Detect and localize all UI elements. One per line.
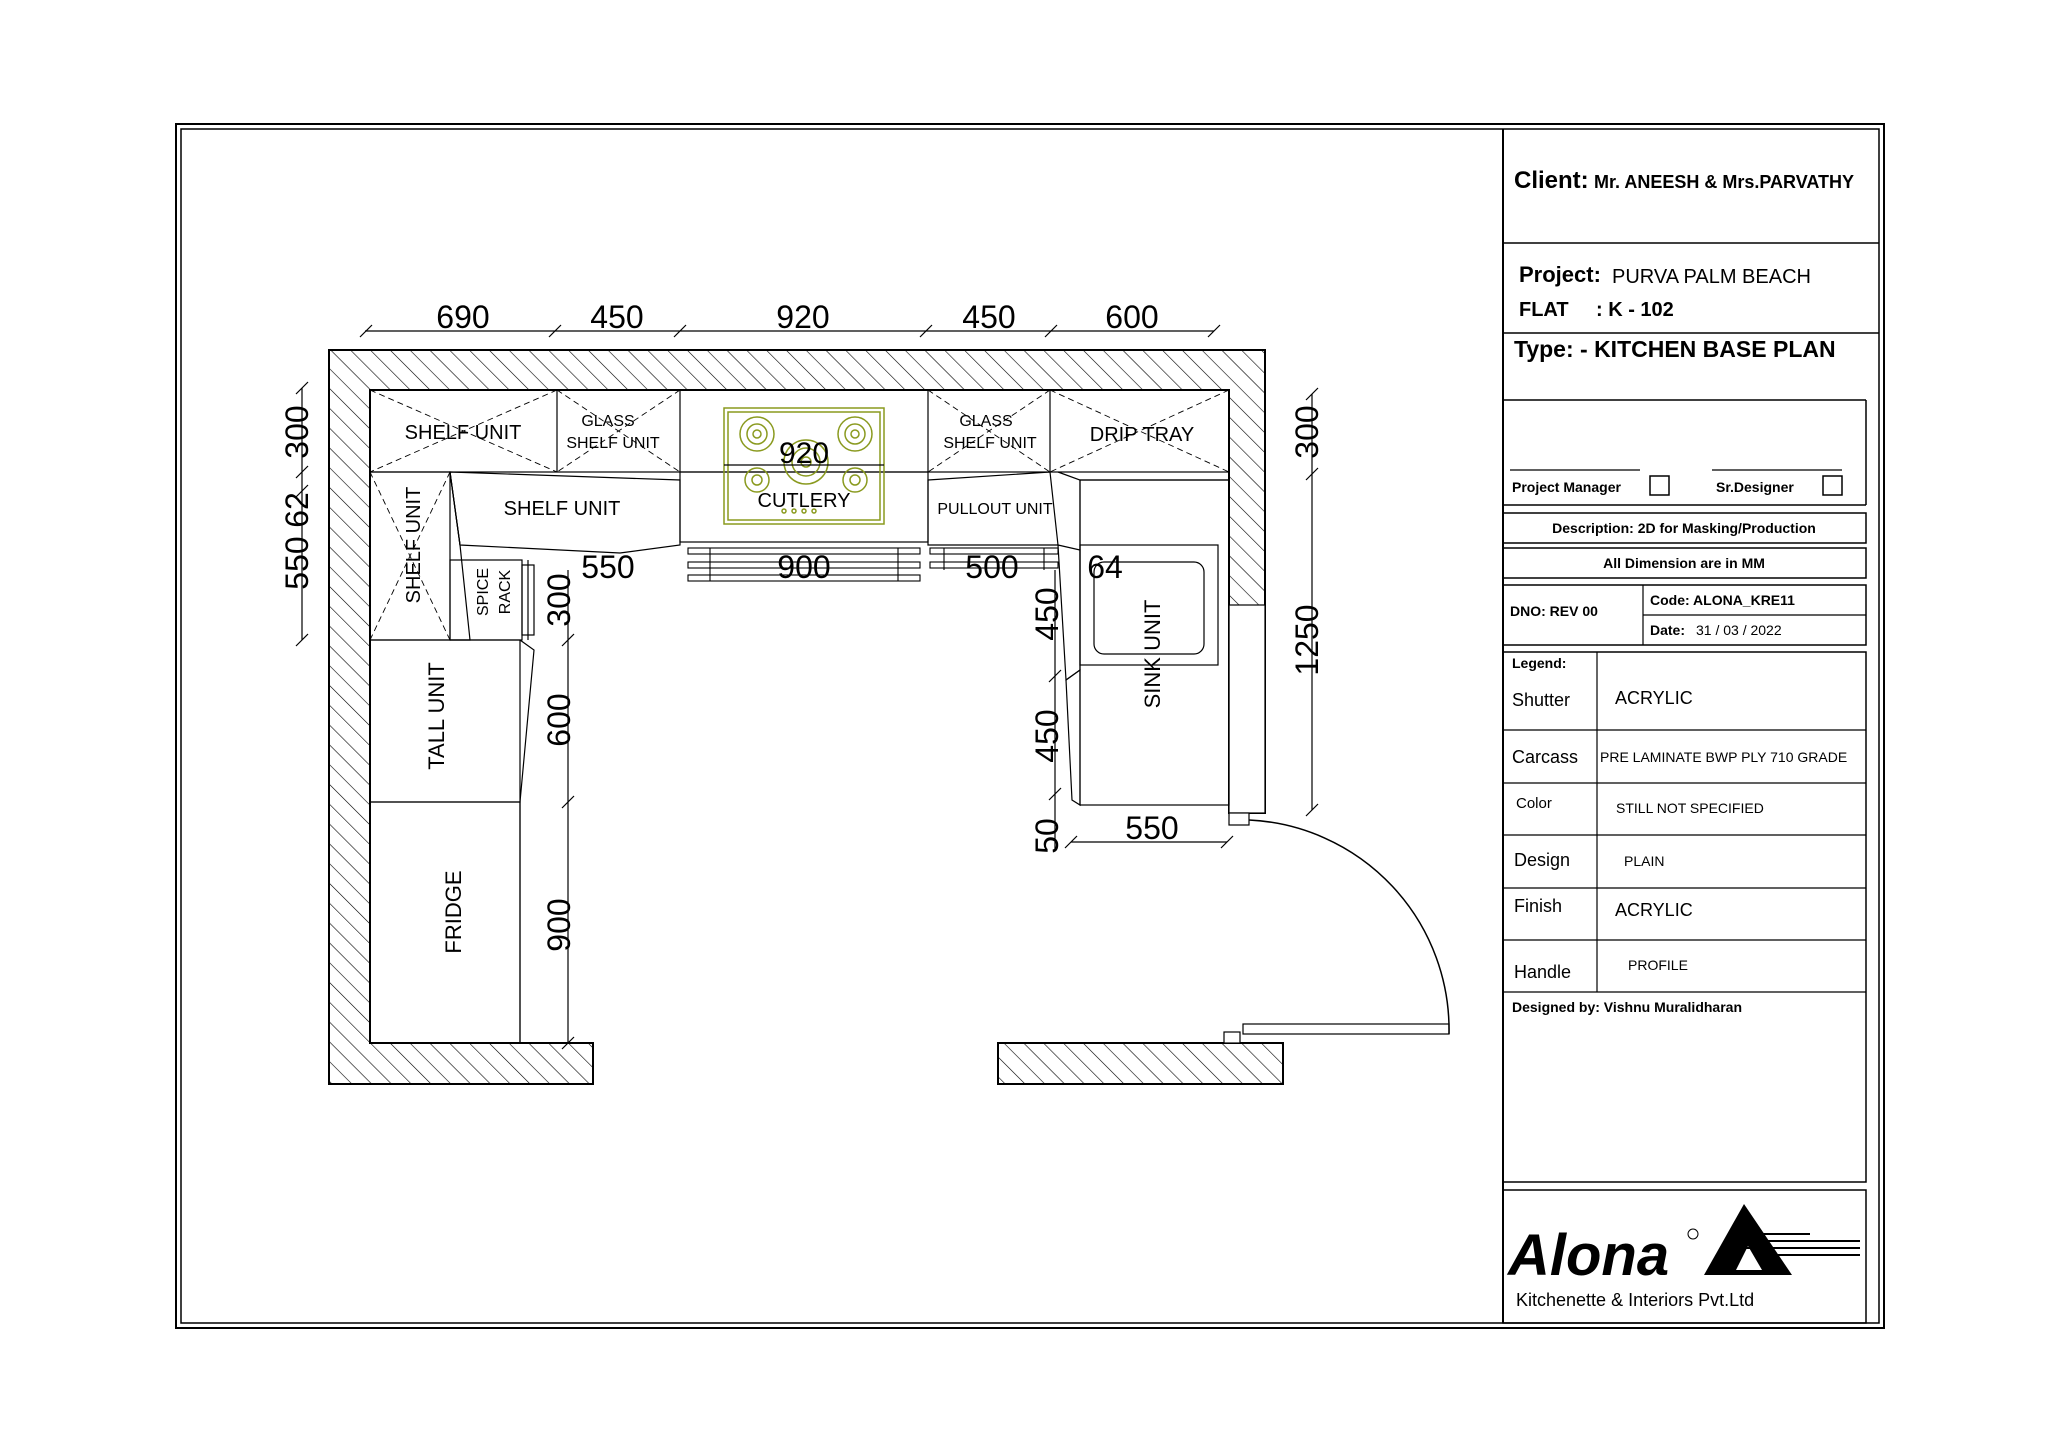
label-shelf-unit-2: SHELF UNIT [503, 498, 621, 520]
dim-top-690: 690 [436, 299, 490, 335]
label-drip-tray: DRIP TRAY [1089, 424, 1195, 446]
legend-handle-key: Handle [1514, 962, 1572, 982]
label-tall-unit: TALL UNIT [424, 662, 449, 770]
dim-hob-920: 920 [778, 437, 830, 470]
label-cutlery: CUTLERY [757, 490, 851, 512]
dim-top-600: 600 [1105, 299, 1159, 335]
legend-design-key: Design [1514, 850, 1571, 870]
dim-left-550: 550 [279, 536, 315, 590]
dim-sink-50: 50 [1029, 818, 1065, 854]
dim-64: 64 [1087, 549, 1123, 585]
dim-sink-450a: 450 [1029, 587, 1065, 641]
designed-by: Designed by: Vishnu Muralidharan [1512, 999, 1743, 1015]
project-manager-checkbox [1650, 476, 1669, 495]
dim-left-300: 300 [279, 405, 315, 459]
label-glass-shelf-1b: SHELF UNIT [566, 435, 660, 452]
label-glass-shelf-2a: GLASS [959, 413, 1013, 430]
label-fridge: FRIDGE [441, 870, 466, 954]
project-value: PURVA PALM BEACH [1612, 266, 1811, 288]
project-manager-label: Project Manager [1512, 479, 1621, 495]
dim-900-top: 900 [777, 549, 831, 585]
label-pullout-unit: PULLOUT UNIT [937, 501, 1053, 518]
dim-500-top: 500 [965, 549, 1019, 585]
label-sink-unit: SINK UNIT [1140, 599, 1165, 709]
project-label: Project: [1519, 262, 1601, 287]
dim-left-inner-600: 600 [541, 693, 577, 747]
legend-finish-key: Finish [1514, 896, 1563, 916]
alona-logo [1506, 1204, 1860, 1288]
dim-left-inner-300: 300 [541, 573, 577, 627]
dim-top-450b: 450 [962, 299, 1016, 335]
flat-label: FLAT [1519, 299, 1569, 321]
legend-finish-value: ACRYLIC [1615, 900, 1693, 920]
sr-designer-checkbox [1823, 476, 1842, 495]
label-glass-shelf-1a: GLASS [581, 413, 635, 430]
flat-value: : K - 102 [1596, 299, 1674, 321]
dim-right-300: 300 [1289, 405, 1325, 459]
client-label: Client: [1514, 167, 1589, 194]
label-shelf-unit-v: SHELF UNIT [403, 486, 425, 604]
dim-bottom-550: 550 [1125, 810, 1179, 846]
description-text: Description: 2D for Masking/Production [1552, 520, 1816, 536]
dim-left-inner-900: 900 [541, 898, 577, 952]
drawing-type: Type: - KITCHEN BASE PLAN [1514, 336, 1836, 362]
dim-sink-450b: 450 [1029, 709, 1065, 763]
label-spice: SPICE [475, 567, 492, 617]
legend-shutter-key: Shutter [1512, 690, 1571, 710]
legend-carcass-value: PRE LAMINATE BWP PLY 710 GRADE [1600, 749, 1848, 765]
dim-550-top: 550 [581, 549, 635, 585]
dno-text: DNO: REV 00 [1510, 603, 1598, 619]
date-value: 31 / 03 / 2022 [1696, 622, 1782, 638]
dimension-note: All Dimension are in MM [1603, 555, 1765, 571]
dim-top-920: 920 [776, 299, 830, 335]
date-label: Date: [1650, 622, 1686, 638]
company-name: Kitchenette & Interiors Pvt.Ltd [1516, 1290, 1755, 1310]
logo-text: Alona [1508, 1223, 1670, 1288]
legend-shutter-value: ACRYLIC [1615, 688, 1693, 708]
left-units [370, 472, 534, 1043]
dim-left-62: 62 [279, 492, 315, 528]
legend-design-value: PLAIN [1624, 853, 1665, 869]
code-text: Code: ALONA_KRE11 [1650, 592, 1795, 608]
label-glass-shelf-2b: SHELF UNIT [943, 435, 1037, 452]
client-value: Mr. ANEESH & Mrs.PARVATHY [1594, 172, 1855, 192]
entry-door [1243, 820, 1449, 1034]
legend-color-key: Color [1516, 795, 1552, 812]
legend-color-value: STILL NOT SPECIFIED [1616, 800, 1764, 816]
legend-handle-value: PROFILE [1628, 957, 1688, 973]
label-shelf-unit-1: SHELF UNIT [404, 422, 522, 444]
legend-label: Legend: [1512, 655, 1567, 671]
dim-top-450a: 450 [590, 299, 644, 335]
legend-carcass-key: Carcass [1512, 747, 1579, 767]
dim-right-1250: 1250 [1289, 604, 1325, 676]
sr-designer-label: Sr.Designer [1716, 479, 1794, 495]
label-rack: RACK [497, 569, 514, 615]
